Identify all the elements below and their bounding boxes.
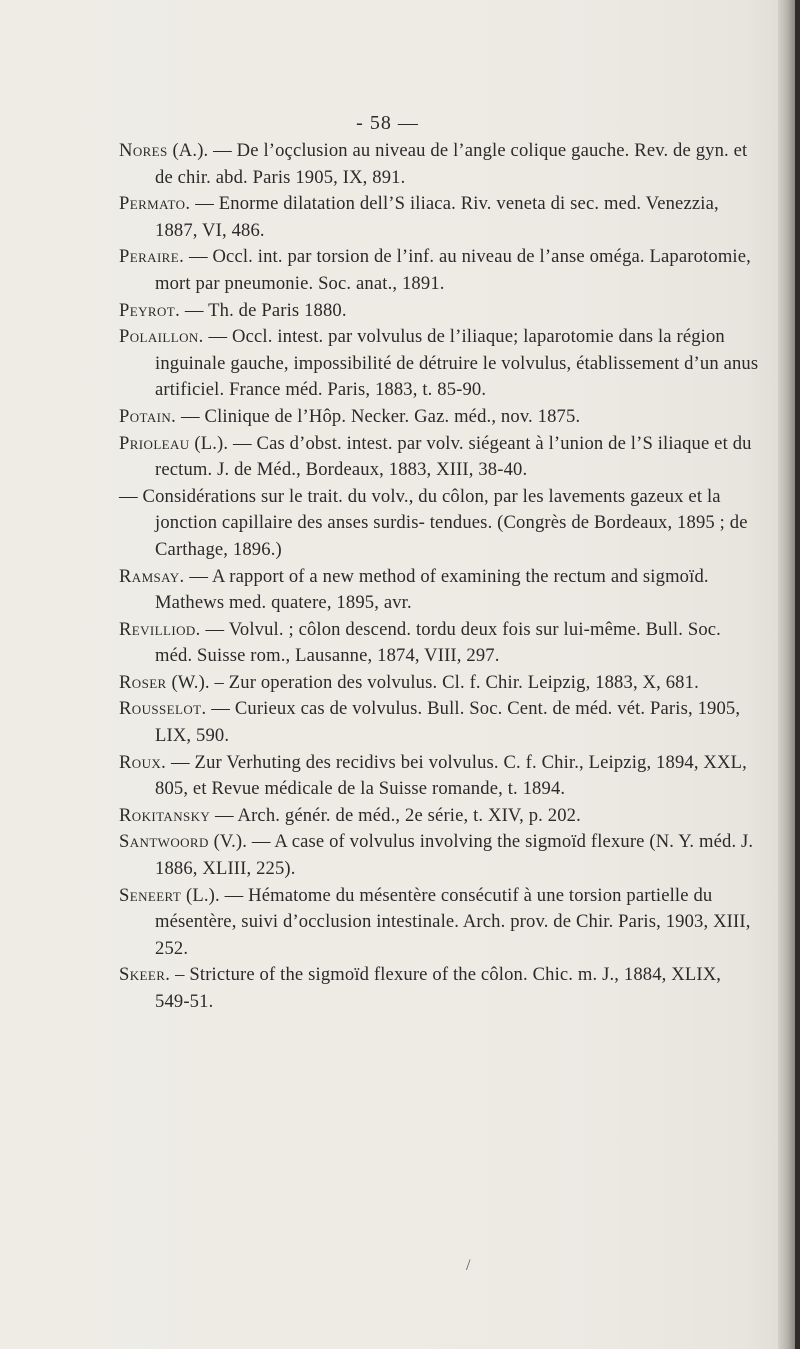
- entry-text: — Zur Verhuting des recidivs bei volvulus. C. f. Chir., Leipzig, 1894, XXL, 805, et Revue médicale de la Suisse romande, t. 1894.: [155, 751, 747, 800]
- entry-author: Skeer.: [119, 964, 171, 986]
- bibliography-entry: [119, 431, 759, 484]
- bibliography-entry: [119, 298, 759, 325]
- entry-text: (A.). — De l’oçclusion au niveau de l’angle colique gauche. Rev. de gyn. et de chir. abd. Paris 1905, IX, 891.: [155, 140, 748, 188]
- bibliography-entry: [119, 829, 759, 882]
- bibliography-entry: [119, 138, 759, 191]
- bibliography-list: [119, 138, 759, 1016]
- entry-text: – Stricture of the sigmoïd flexure of the côlon. Chic. m. J., 1884, XLIX, 549-51.: [155, 964, 722, 1012]
- entry-author: Peyrot.: [119, 299, 181, 321]
- entry-author: Potain.: [119, 405, 177, 427]
- entry-author: Santwoord: [119, 831, 209, 853]
- entry-text: (V.). — A case of volvulus involving the sigmoïd flexure (N. Y. méd. J. 1886, XLIII, 225).: [155, 831, 754, 880]
- bibliography-entry: [119, 324, 759, 404]
- entry-author: Polaillon.: [119, 326, 204, 348]
- entry-text: — Th. de Paris 1880.: [180, 299, 347, 321]
- entry-text: — Volvul. ; côlon descend. tordu deux fois sur lui-même. Bull. Soc. méd. Suisse rom., Lausanne, 1874, VIII, 297.: [155, 618, 721, 667]
- bibliography-entry: [119, 696, 759, 749]
- entry-text: — Enorme dilatation dell’S iliaca. Riv. veneta di sec. med. Venezzia, 1887, VI, 486.: [155, 193, 719, 241]
- bibliography-entry: [119, 803, 759, 830]
- entry-author: Revilliod.: [119, 618, 201, 640]
- entry-author: Rokitansky: [119, 804, 211, 826]
- bibliography-entry: [119, 244, 759, 297]
- entry-text: — Clinique de l’Hôp. Necker. Gaz. méd., nov. 1875.: [176, 405, 581, 427]
- entry-text: — A rapport of a new method of examining the rectum and sigmoïd. Mathews med. quatere, 1895, avr.: [155, 565, 709, 614]
- entry-text: — Occl. int. par torsion de l’inf. au niveau de l’anse oméga. Laparotomie, mort par pneumonie. Soc. anat., 1891.: [155, 246, 751, 294]
- bibliography-entry-continued: [119, 484, 759, 564]
- bibliography-entry: [119, 191, 759, 244]
- entry-author: Nores: [119, 140, 168, 161]
- bibliography-entry: [119, 670, 759, 697]
- entry-text: (L.). — Cas d’obst. intest. par volv. siégeant à l’union de l’S iliaque et du rectum. J. de Méd., Bordeaux, 1883, XIII, 38-40.: [155, 432, 752, 481]
- page-number: - 58 —: [356, 112, 419, 134]
- entry-author: Roux.: [119, 751, 167, 773]
- entry-text: — Curieux cas de volvulus. Bull. Soc. Cent. de méd. vét. Paris, 1905, LIX, 590.: [155, 698, 741, 747]
- bibliography-entry: [119, 750, 759, 803]
- entry-author: Roser: [119, 671, 167, 693]
- bottom-mark: /: [466, 1257, 471, 1274]
- entry-author: Ramsay.: [119, 565, 185, 587]
- entry-author: Permato.: [119, 193, 191, 215]
- entry-author: Rousselot.: [119, 698, 207, 720]
- entry-author: Seneert: [119, 884, 182, 906]
- entry-text: — Arch. génér. de méd., 2e série, t. XIV, p. 202.: [210, 804, 581, 826]
- bibliography-entry: [119, 883, 759, 963]
- entry-text: (L.). — Hématome du mésentère consécutif à une torsion partielle du mésentère, suivi d’occlusion intestinale. Arch. prov. de Chir. Paris, 1903, XIII, 252.: [155, 884, 751, 959]
- page-edge-dark: [795, 0, 800, 1349]
- bibliography-entry: [119, 962, 759, 1015]
- bibliography-entry: [119, 404, 759, 431]
- entry-text: — Occl. intest. par volvulus de l’iliaque; laparotomie dans la région inguinale gauche, impossibilité de détruire le volvulus, établissement d’un anus artificiel. France méd. Paris, 1883, t. 85-90.: [155, 326, 759, 401]
- entry-text: — Considérations sur le trait. du volv., du côlon, par les lavements gazeux et la jonction capillaire des anses surdis- tendues. (Congrès de Bordeaux, 1895 ; de Carthage, 1896.): [119, 485, 748, 560]
- entry-author: Peraire.: [119, 246, 185, 268]
- entry-author: Prioleau: [119, 432, 190, 454]
- bibliography-entry: [119, 617, 759, 670]
- entry-text: (W.). – Zur operation des volvulus. Cl. f. Chir. Leipzig, 1883, X, 681.: [166, 671, 699, 693]
- bibliography-entry: [119, 564, 759, 617]
